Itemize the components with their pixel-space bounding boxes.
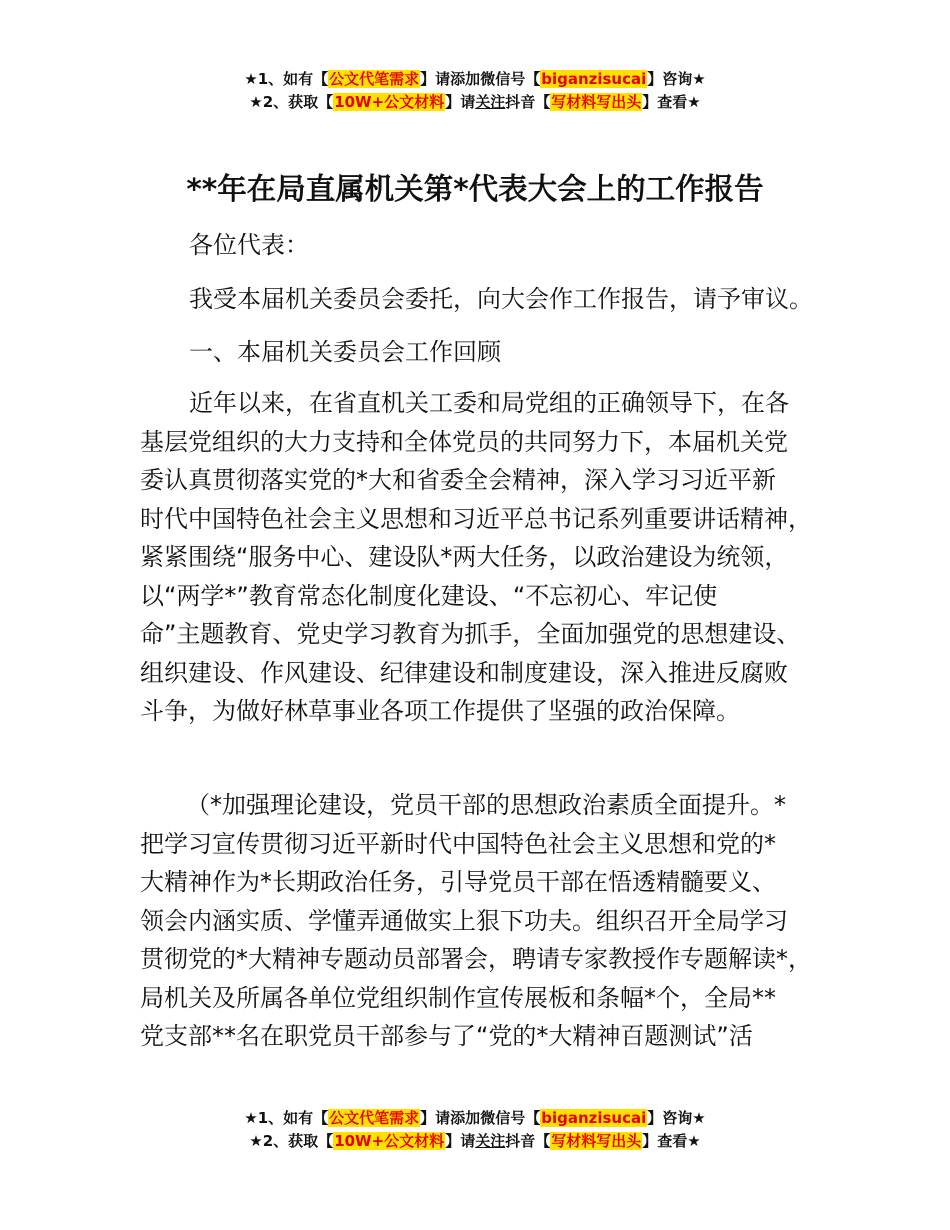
banner-text: 抖音【: [505, 93, 551, 111]
banner-text: ★1、如有【: [244, 70, 329, 88]
banner-highlight-materials: 10W+公文材料: [334, 1132, 445, 1150]
banner-text: 抖音【: [505, 1132, 551, 1150]
banner-text: 】咨询★: [647, 1109, 706, 1127]
paragraph-line: 党支部**名在职党员干部参与了“党的*大精神百题测试”活: [140, 1022, 753, 1050]
paragraph-line: 贯彻党的*大精神专题动员部署会，聘请专家教授作专题解读*，: [140, 945, 812, 973]
paragraph-line: 斗争，为做好林草事业各项工作提供了坚强的政治保障。: [140, 697, 740, 725]
paragraph-line: 把学习宣传贯彻习近平新时代中国特色社会主义思想和党的*: [140, 829, 776, 858]
banner-highlight-douyin: 写材料写出头: [551, 1132, 642, 1150]
paragraph-line: 局机关及所属各单位党组织制作宣传展板和条幅*个，全局**: [140, 983, 776, 1012]
paragraph-line: 以“两学*”教育常态化制度化建设、“不忘初心、牢记使: [140, 581, 718, 610]
banner-text: 】请添加: [420, 1109, 481, 1127]
banner-text: 】查看★: [642, 93, 701, 111]
banner-highlight-douyin: 写材料写出头: [551, 93, 642, 111]
banner-underlined-follow: 关注: [475, 93, 506, 111]
paragraph-line: （*加强理论建设，党员干部的思想政治素质全面提升。*: [186, 791, 786, 819]
document-title: **年在局直属机关第*代表大会上的工作报告: [186, 172, 764, 206]
paragraph-theory: [140, 786, 840, 1056]
salutation: 各位代表：: [189, 231, 309, 259]
banner-highlight-materials: 10W+公文材料: [334, 93, 445, 111]
banner-text: 】请添加: [420, 70, 481, 88]
banner-text: 微信号【: [480, 1109, 541, 1127]
paragraph-line: 组织建设、作风建设、纪律建设和制度建设，深入推进反腐败: [140, 658, 788, 687]
banner-line-2: [0, 91, 950, 114]
paragraph-review: [140, 384, 840, 731]
paragraph-line: 近年以来，在省直机关工委和局党组的正确领导下，在各: [189, 389, 789, 417]
header-banner: [0, 68, 950, 114]
paragraph-line: 命”主题教育、党史学习教育为抓手，全面加强党的思想建设、: [140, 620, 801, 648]
banner-line-2: [0, 1130, 950, 1153]
banner-highlight-ghostwriting: 公文代笔需求: [329, 1109, 420, 1127]
banner-text: 】请: [445, 1132, 476, 1150]
banner-highlight-wechat-id: biganzisucai: [541, 1109, 647, 1127]
banner-text: 】咨询★: [647, 70, 706, 88]
banner-line-1: [0, 68, 950, 91]
paragraph-line: 委认真贯彻落实党的*大和省委全会精神，深入学习习近平新: [140, 466, 776, 494]
banner-text: 微信号【: [480, 70, 541, 88]
banner-text: 】查看★: [642, 1132, 701, 1150]
intro-paragraph: 我受本届机关委员会委托，向大会作工作报告，请予审议。: [189, 285, 813, 313]
banner-text: ★2、获取【: [249, 93, 334, 111]
paragraph-line: 领会内涵实质、学懂弄通做实上狠下功夫。组织召开全局学习: [140, 906, 788, 935]
banner-line-1: [0, 1107, 950, 1130]
banner-highlight-ghostwriting: 公文代笔需求: [329, 70, 420, 88]
section-heading: 一、本届机关委员会工作回顾: [189, 338, 501, 366]
banner-text: ★2、获取【: [249, 1132, 334, 1150]
banner-highlight-wechat-id: biganzisucai: [541, 70, 647, 88]
banner-underlined-follow: 关注: [475, 1132, 506, 1150]
paragraph-line: 大精神作为*长期政治任务，引导党员干部在悟透精髓要义、: [140, 868, 776, 896]
paragraph-line: 时代中国特色社会主义思想和习近平总书记系列重要讲话精神，: [140, 504, 812, 533]
footer-banner: [0, 1107, 950, 1153]
banner-text: ★1、如有【: [244, 1109, 329, 1127]
banner-text: 】请: [445, 93, 476, 111]
paragraph-line: 基层党组织的大力支持和全体党员的共同努力下，本届机关党: [140, 427, 788, 456]
paragraph-line: 紧紧围绕“服务中心、建设队*两大任务，以政治建设为统领，: [140, 543, 789, 571]
